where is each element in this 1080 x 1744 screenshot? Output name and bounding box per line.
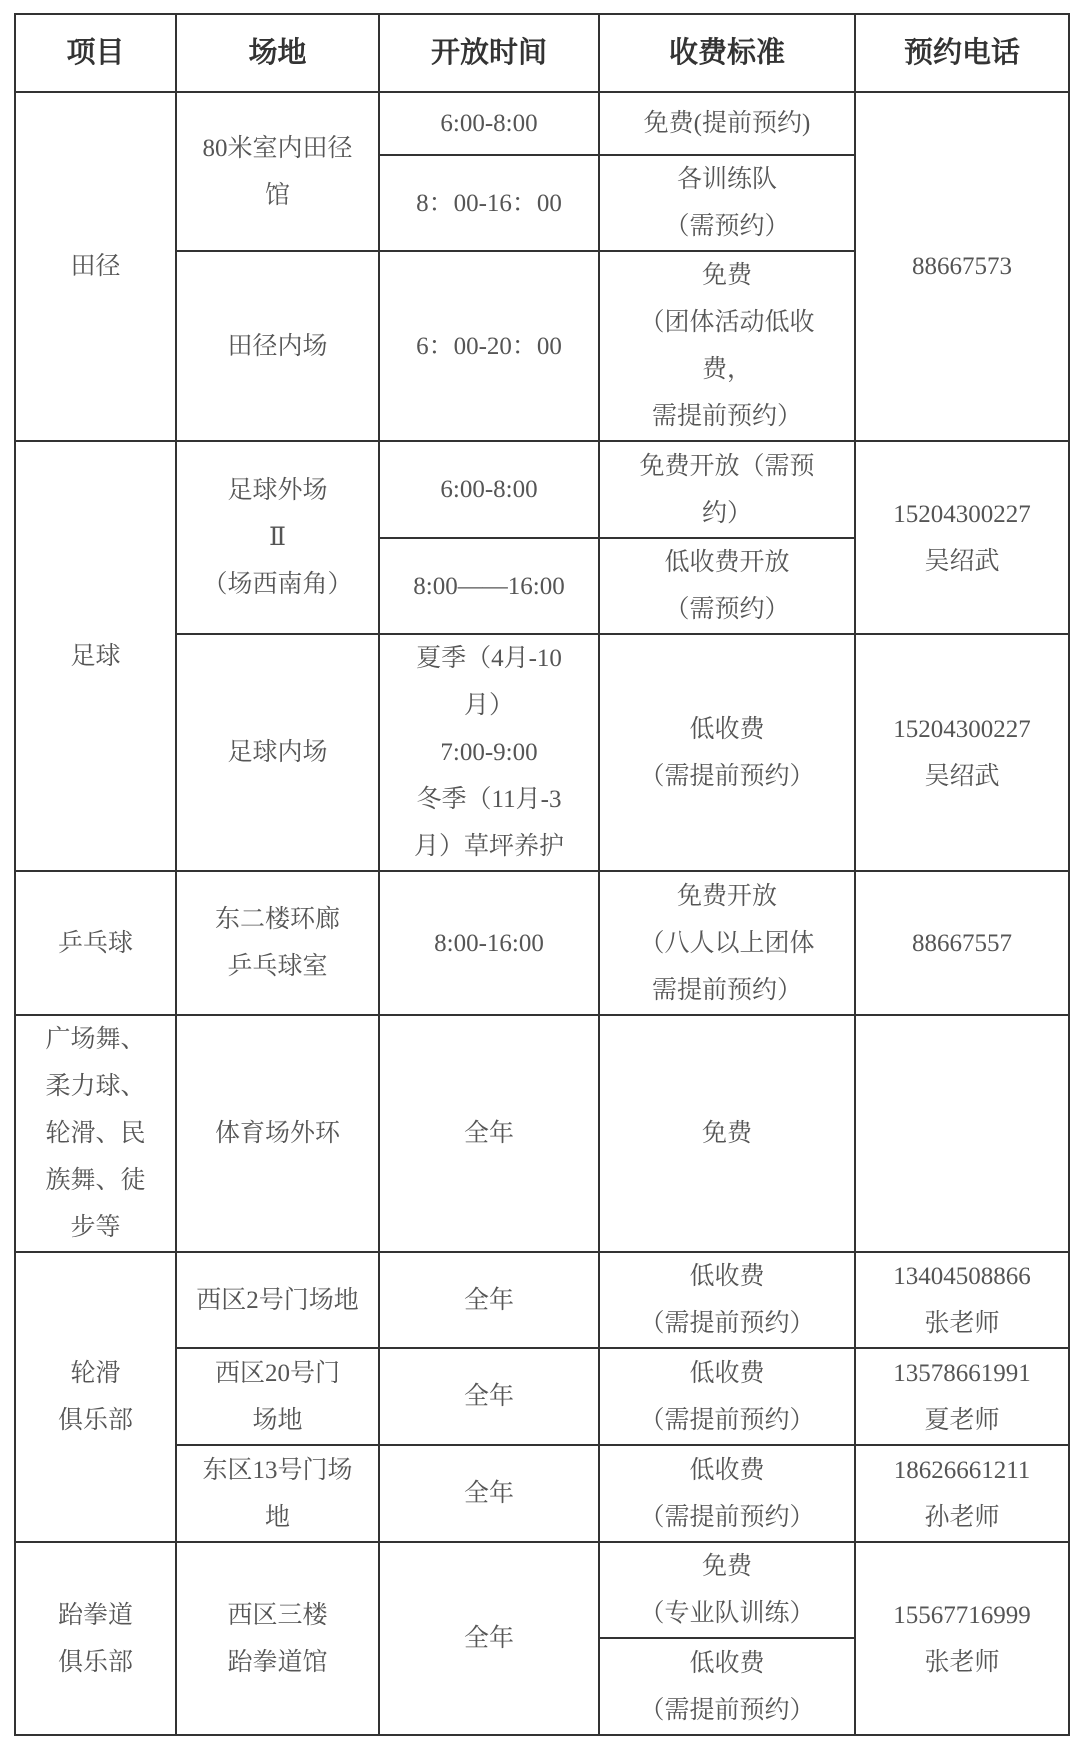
- time-cell: 全年: [379, 1015, 599, 1252]
- table-row: [15, 92, 1069, 155]
- phone-cell: 13404508866 张老师: [855, 1252, 1069, 1348]
- venue-cell: 田径内场: [176, 251, 379, 441]
- time-cell: 6：00-20：00: [379, 251, 599, 441]
- time-cell: 6:00-8:00: [379, 441, 599, 538]
- time-cell: 夏季（4月-10 月） 7:00-9:00 冬季（11月-3 月）草坪养护: [379, 634, 599, 871]
- phone-cell: 13578661991 夏老师: [855, 1348, 1069, 1445]
- time-cell: 8：00-16：00: [379, 155, 599, 251]
- phone-cell: 88667557: [855, 871, 1069, 1015]
- header-venue: 场地: [176, 14, 379, 92]
- time-cell: 全年: [379, 1445, 599, 1542]
- phone-cell: 18626661211 孙老师: [855, 1445, 1069, 1542]
- venue-cell: 体育场外环: [176, 1015, 379, 1252]
- item-cell: 轮滑 俱乐部: [15, 1252, 176, 1542]
- venue-cell: 西区三楼 跆拳道馆: [176, 1542, 379, 1735]
- phone-cell: 15204300227 吴绍武: [855, 634, 1069, 871]
- phone-cell-empty: [855, 1015, 1069, 1252]
- fee-cell: 免费 （专业队训练）: [599, 1542, 855, 1638]
- time-cell: 8:00-16:00: [379, 871, 599, 1015]
- phone-cell: 15204300227 吴绍武: [855, 441, 1069, 634]
- time-cell: 全年: [379, 1252, 599, 1348]
- time-cell: 6:00-8:00: [379, 92, 599, 155]
- time-cell: 全年: [379, 1348, 599, 1445]
- table-row: [15, 1015, 1069, 1252]
- time-cell: 8:00——16:00: [379, 538, 599, 634]
- fee-cell: 低收费 （需提前预约）: [599, 1348, 855, 1445]
- fee-cell: 低收费开放 （需预约）: [599, 538, 855, 634]
- fee-cell: 免费开放（需预 约）: [599, 441, 855, 538]
- venue-cell: 东区13号门场 地: [176, 1445, 379, 1542]
- fee-cell: 低收费 （需提前预约）: [599, 1252, 855, 1348]
- venue-cell: 足球外场 Ⅱ （场西南角）: [176, 441, 379, 634]
- phone-cell: 15567716999 张老师: [855, 1542, 1069, 1735]
- fee-cell: 低收费 （需提前预约）: [599, 634, 855, 871]
- fee-cell: 各训练队 （需预约）: [599, 155, 855, 251]
- venue-cell: 足球内场: [176, 634, 379, 871]
- table-row: [15, 871, 1069, 1015]
- header-phone: 预约电话: [855, 14, 1069, 92]
- header-open-time: 开放时间: [379, 14, 599, 92]
- phone-cell: 88667573: [855, 92, 1069, 441]
- header-item: 项目: [15, 14, 176, 92]
- table-row: [15, 441, 1069, 538]
- venue-cell: 东二楼环廊 乒乓球室: [176, 871, 379, 1015]
- fee-cell: 低收费 （需提前预约）: [599, 1445, 855, 1542]
- fee-cell: 免费开放 （八人以上团体 需提前预约）: [599, 871, 855, 1015]
- time-cell: 全年: [379, 1542, 599, 1735]
- table-row: [15, 1252, 1069, 1348]
- item-cell: 跆拳道 俱乐部: [15, 1542, 176, 1735]
- item-cell: 广场舞、 柔力球、 轮滑、民 族舞、徒 步等: [15, 1015, 176, 1252]
- fee-cell: 免费: [599, 1015, 855, 1252]
- item-cell: 田径: [15, 92, 176, 441]
- item-cell: 乒乓球: [15, 871, 176, 1015]
- venue-cell: 西区2号门场地: [176, 1252, 379, 1348]
- header-fee: 收费标准: [599, 14, 855, 92]
- header-row: [15, 14, 1069, 92]
- venue-schedule-table: [14, 13, 1070, 1736]
- fee-cell: 低收费 （需提前预约）: [599, 1638, 855, 1735]
- venue-cell: 80米室内田径 馆: [176, 92, 379, 251]
- venue-cell: 西区20号门 场地: [176, 1348, 379, 1445]
- table-row: [15, 1542, 1069, 1638]
- item-cell: 足球: [15, 441, 176, 871]
- fee-cell: 免费 （团体活动低收 费， 需提前预约）: [599, 251, 855, 441]
- fee-cell: 免费(提前预约): [599, 92, 855, 155]
